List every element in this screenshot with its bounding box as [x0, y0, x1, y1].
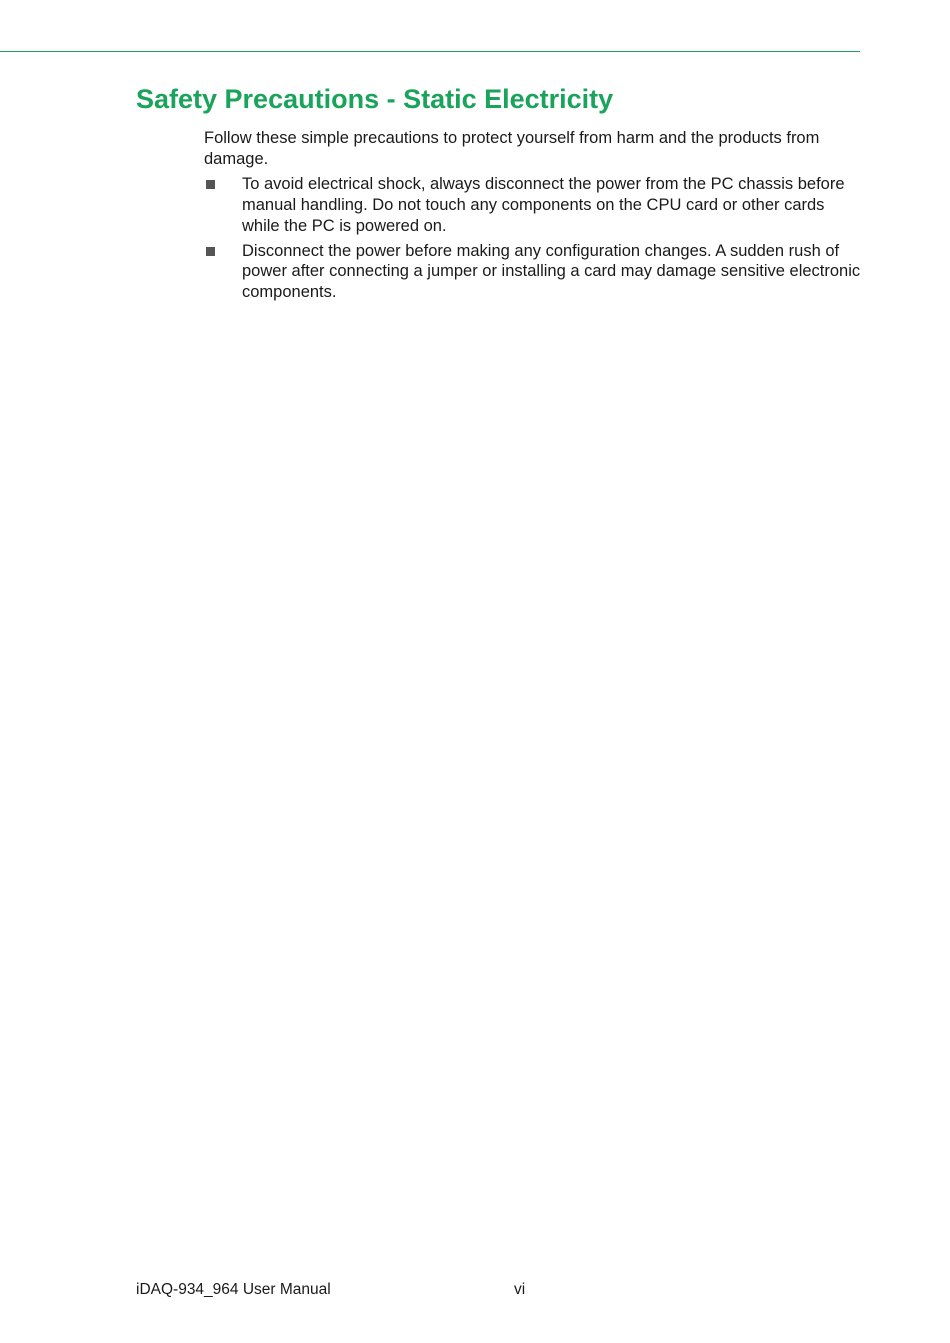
bullet-text: Disconnect the power before making any configuration changes. A sudden rush of power after connecting a jumper or installing a card may damage sensitive electronic components.	[242, 241, 861, 301]
footer-manual-name: iDAQ-934_964 User Manual	[136, 1281, 331, 1298]
list-item	[204, 241, 864, 303]
footer-page-number: vi	[514, 1281, 526, 1298]
section-body	[204, 128, 864, 307]
square-bullet-icon	[206, 247, 215, 256]
bullet-text: To avoid electrical shock, always disconnect the power from the PC chassis before manual handling. Do not touch any components on the CPU card or other cards while the PC is powered on.	[242, 175, 845, 235]
header-divider	[0, 51, 860, 52]
precautions-list	[204, 174, 864, 302]
list-item	[204, 174, 864, 236]
intro-paragraph: Follow these simple precautions to protect yourself from harm and the products from damage.	[204, 129, 820, 168]
square-bullet-icon	[206, 180, 215, 189]
section-title: Safety Precautions - Static Electricity	[136, 84, 614, 114]
